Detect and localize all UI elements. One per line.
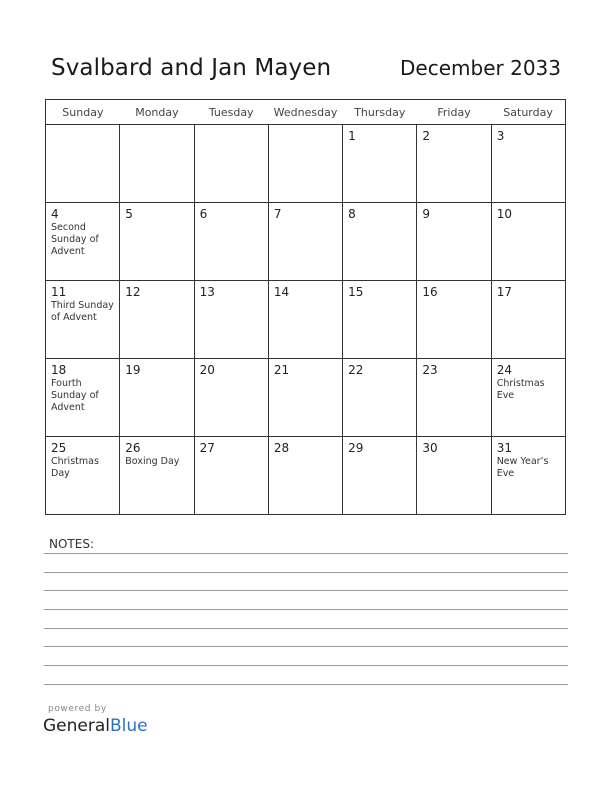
day-number: 6 (199, 207, 208, 221)
brand-blue: Blue (110, 716, 148, 736)
notes-label: NOTES: (49, 537, 94, 551)
day-number: 28 (273, 441, 290, 455)
calendar-day-cell (417, 125, 491, 203)
holiday-label: New Year’s Eve (496, 456, 549, 479)
day-number: 18 (51, 363, 67, 377)
day-number: 22 (348, 363, 364, 377)
holiday-label: Christmas Eve (496, 378, 545, 401)
calendar-week-row (46, 359, 566, 437)
weekday-monday: Monday (120, 100, 194, 125)
calendar-day-cell (46, 359, 120, 437)
day-number: 29 (348, 441, 364, 455)
calendar-week-row (46, 437, 566, 515)
day-number: 7 (273, 207, 282, 221)
calendar-day-cell (194, 359, 268, 437)
day-number: 23 (422, 363, 438, 377)
calendar-day-cell (120, 437, 194, 515)
calendar-day-cell (194, 281, 268, 359)
note-line (44, 684, 568, 685)
calendar-month-title: December 2033 (400, 56, 561, 80)
note-line (44, 572, 568, 573)
calendar-day-cell (268, 281, 342, 359)
day-number: 14 (273, 285, 290, 299)
calendar-empty-cell (120, 125, 194, 203)
calendar-day-cell (491, 203, 565, 281)
weekday-saturday: Saturday (491, 100, 565, 125)
note-line (44, 590, 568, 591)
calendar-day-cell (417, 359, 491, 437)
calendar-day-cell (343, 281, 417, 359)
calendar-day-cell (268, 437, 342, 515)
day-number: 10 (496, 207, 512, 221)
weekday-sunday: Sunday (46, 100, 120, 125)
day-number: 21 (273, 363, 290, 377)
calendar-day-cell (417, 437, 491, 515)
day-number: 19 (125, 363, 141, 377)
calendar-week-row (46, 203, 566, 281)
day-number: 31 (496, 441, 512, 455)
day-number: 27 (199, 441, 215, 455)
calendar-day-cell (46, 437, 120, 515)
day-number: 20 (199, 363, 215, 377)
note-line (44, 609, 568, 610)
calendar-day-cell (417, 281, 491, 359)
calendar-empty-cell (46, 125, 120, 203)
calendar-day-cell (491, 437, 565, 515)
calendar-day-cell (194, 437, 268, 515)
calendar-day-cell (120, 281, 194, 359)
weekday-header-row (46, 100, 566, 125)
calendar-day-cell (343, 437, 417, 515)
calendar-day-cell (46, 203, 120, 281)
note-line (44, 646, 568, 647)
day-number: 11 (51, 285, 67, 299)
brand-general: General (43, 716, 110, 736)
calendar-day-cell (194, 203, 268, 281)
weekday-thursday: Thursday (343, 100, 417, 125)
day-number: 8 (348, 207, 356, 221)
weekday-tuesday: Tuesday (194, 100, 268, 125)
day-number: 3 (496, 129, 505, 143)
day-number: 2 (422, 129, 431, 143)
note-line (44, 628, 568, 629)
day-number: 9 (422, 207, 431, 221)
calendar-day-cell (46, 281, 120, 359)
day-number: 30 (422, 441, 438, 455)
calendar-day-cell (491, 125, 565, 203)
day-number: 5 (125, 207, 133, 221)
day-number: 1 (348, 129, 356, 143)
holiday-label: Boxing Day (125, 456, 180, 467)
brand-logo[interactable] (43, 716, 148, 736)
calendar-grid (45, 99, 566, 515)
calendar-day-cell (343, 125, 417, 203)
day-number: 16 (422, 285, 438, 299)
day-number: 25 (51, 441, 67, 455)
weekday-friday: Friday (417, 100, 491, 125)
calendar-day-cell (343, 359, 417, 437)
calendar-empty-cell (268, 125, 342, 203)
calendar-day-cell (268, 359, 342, 437)
day-number: 15 (348, 285, 364, 299)
calendar-day-cell (120, 359, 194, 437)
calendar-day-cell (268, 203, 342, 281)
calendar-day-cell (417, 203, 491, 281)
holiday-label: Third Sunday of Advent (51, 300, 114, 323)
calendar-country-title: Svalbard and Jan Mayen (51, 55, 332, 81)
note-line (44, 553, 568, 554)
calendar-week-row (46, 125, 566, 203)
note-line (44, 665, 568, 666)
holiday-label: Fourth Sunday of Advent (51, 378, 99, 413)
calendar-day-cell (491, 359, 565, 437)
holiday-label: Second Sunday of Advent (51, 222, 99, 257)
day-number: 17 (496, 285, 512, 299)
day-number: 4 (51, 207, 59, 221)
calendar-day-cell (120, 203, 194, 281)
calendar-week-row (46, 281, 566, 359)
weekday-wednesday: Wednesday (268, 100, 342, 125)
calendar-day-cell (491, 281, 565, 359)
day-number: 12 (125, 285, 141, 299)
calendar-day-cell (343, 203, 417, 281)
day-number: 13 (199, 285, 215, 299)
calendar-empty-cell (194, 125, 268, 203)
powered-by-text: powered by (48, 704, 107, 714)
day-number: 24 (496, 363, 512, 377)
holiday-label: Christmas Day (51, 456, 99, 479)
day-number: 26 (125, 441, 141, 455)
